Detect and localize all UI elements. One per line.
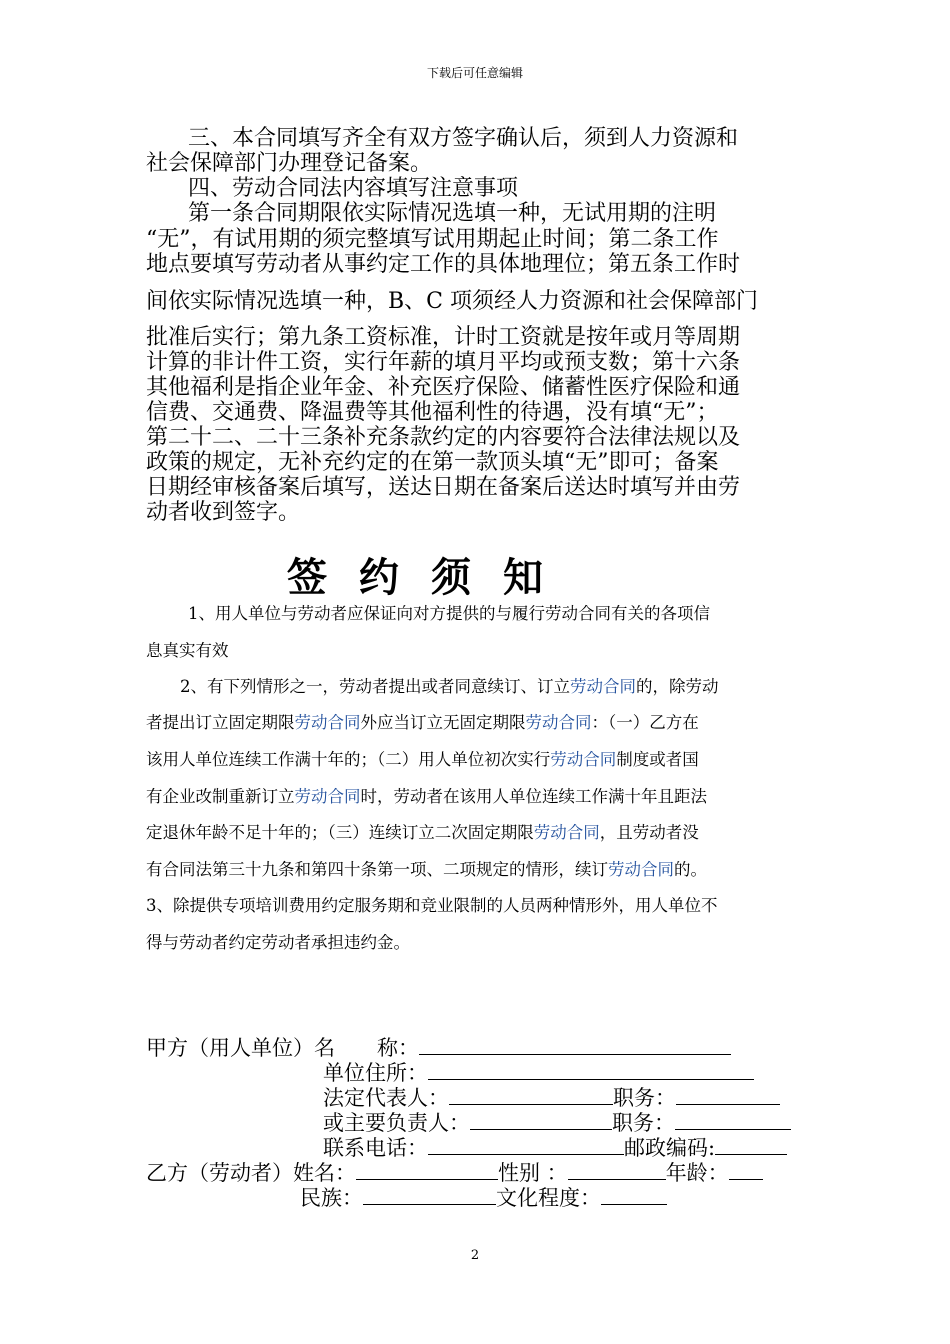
- section-4-line: 其他福利是指企业年金、补充医疗保险、储蓄性医疗保险和通: [146, 375, 741, 400]
- notice-title: 签约须知: [287, 554, 575, 601]
- legal-rep-position-field[interactable]: [676, 1086, 780, 1105]
- principal-label: 或主要负责人：: [323, 1111, 470, 1135]
- ethnicity-label: 民族：: [300, 1186, 363, 1210]
- section-4-line: 间依实际情况选填一种，B、C 项须经人力资源和社会保障部门: [146, 289, 758, 314]
- section-4-line: 第二十二、二十三条补充条款约定的内容要符合法律法规以及: [146, 425, 741, 450]
- education-label: 文化程度：: [496, 1186, 601, 1210]
- education-field[interactable]: [601, 1186, 667, 1205]
- section-4-line: 日期经审核备案后填写，送达日期在备案后送达时填写并由劳: [146, 475, 741, 500]
- party-a-label: 甲方（用人单位）: [146, 1036, 314, 1060]
- contract-link[interactable]: 劳动合同: [550, 750, 617, 769]
- notice-item-2-line: 定退休年龄不足十年的；（三）连续订立二次固定期限劳动合同，且劳动者没: [146, 823, 699, 842]
- notice-item-2-line: 2、有下列情形之一，劳动者提出或者同意续订、订立劳动合同的，除劳动: [180, 677, 719, 696]
- age-field[interactable]: [729, 1161, 763, 1180]
- section-4-line: 信费、交通费、降温费等其他福利性的待遇，没有填“无”；: [146, 400, 719, 425]
- notice-item-2-line: 有合同法第三十九条和第四十条第一项、二项规定的情形，续订劳动合同的。: [146, 860, 707, 879]
- address-field[interactable]: [428, 1061, 754, 1080]
- section-4-line: 政策的规定，无补充约定的在第一款顶头填“无”即可；备案: [146, 450, 719, 475]
- postcode-label: 邮政编码:: [624, 1136, 716, 1160]
- notice-item-2-line: 该用人单位连续工作满十年的；（二）用人单位初次实行劳动合同制度或者国: [146, 750, 699, 769]
- party-b-name-field[interactable]: [356, 1161, 498, 1180]
- legal-rep-label: 法定代表人：: [323, 1086, 449, 1110]
- notice-item-2-line: 者提出订立固定期限劳动合同外应当订立无固定期限劳动合同：（一）乙方在: [146, 713, 699, 732]
- party-b-label: 乙方（劳动者）: [146, 1161, 293, 1185]
- section-4-line: 批准后实行；第九条工资标准，计时工资就是按年或月等周期: [146, 325, 741, 350]
- contract-link[interactable]: 劳动合同: [525, 713, 592, 732]
- section-4-line: 动者收到签字。: [146, 500, 301, 525]
- section-4-heading: 四、劳动合同法内容填写注意事项: [188, 176, 519, 201]
- party-a-name-field[interactable]: [419, 1036, 731, 1055]
- contract-link[interactable]: 劳动合同: [294, 713, 361, 732]
- gender-field[interactable]: [568, 1161, 666, 1180]
- contract-link[interactable]: 劳动合同: [294, 787, 361, 806]
- postcode-field[interactable]: [715, 1136, 787, 1155]
- ethnicity-field[interactable]: [363, 1186, 496, 1205]
- notice-item-3-line: 得与劳动者约定劳动者承担违约金。: [146, 933, 410, 952]
- name-label: 名 称：: [314, 1036, 419, 1060]
- b-name-label: 姓名：: [293, 1161, 356, 1185]
- section-4-line: “无”，有试用期的须完整填写试用期起止时间；第二条工作: [146, 227, 719, 252]
- notice-item-3-line: 3、除提供专项培训费用约定服务期和竞业限制的人员两种情形外，用人单位不: [146, 896, 718, 915]
- position-label: 职务：: [613, 1086, 676, 1110]
- principal-position-field[interactable]: [675, 1111, 791, 1130]
- notice-item-2-line: 有企业改制重新订立劳动合同时，劳动者在该用人单位连续工作满十年且距法: [146, 787, 707, 806]
- ethnicity-row: [300, 1182, 667, 1212]
- position-label: 职务：: [612, 1111, 675, 1135]
- notice-item-1-line: 息真实有效: [146, 641, 229, 660]
- phone-label: 联系电话：: [323, 1136, 428, 1160]
- contract-link[interactable]: 劳动合同: [608, 860, 674, 879]
- principal-field[interactable]: [470, 1111, 612, 1130]
- contract-link[interactable]: 劳动合同: [533, 823, 600, 842]
- page-header: 下载后可任意编辑: [426, 66, 523, 80]
- gender-label: 性别 ：: [498, 1161, 568, 1185]
- section-4-line: 第一条合同期限依实际情况选填一种，无试用期的注明: [188, 201, 717, 226]
- address-label: 单位住所：: [323, 1061, 428, 1085]
- section-3-line: 三、本合同填写齐全有双方签字确认后，须到人力资源和: [188, 126, 739, 151]
- legal-rep-field[interactable]: [449, 1086, 613, 1105]
- section-4-line: 计算的非计件工资，实行年薪的填月平均或预支数；第十六条: [146, 350, 741, 375]
- phone-field[interactable]: [428, 1136, 624, 1155]
- contract-link[interactable]: 劳动合同: [570, 677, 636, 696]
- page-number: 2: [470, 1248, 480, 1263]
- notice-item-1-line: 1、用人单位与劳动者应保证向对方提供的与履行劳动合同有关的各项信: [188, 604, 710, 623]
- section-4-line: 地点要填写劳动者从事约定工作的具体地理位；第五条工作时: [146, 252, 741, 277]
- section-3-line: 社会保障部门办理登记备案。: [146, 151, 433, 176]
- age-label: 年龄：: [665, 1161, 729, 1185]
